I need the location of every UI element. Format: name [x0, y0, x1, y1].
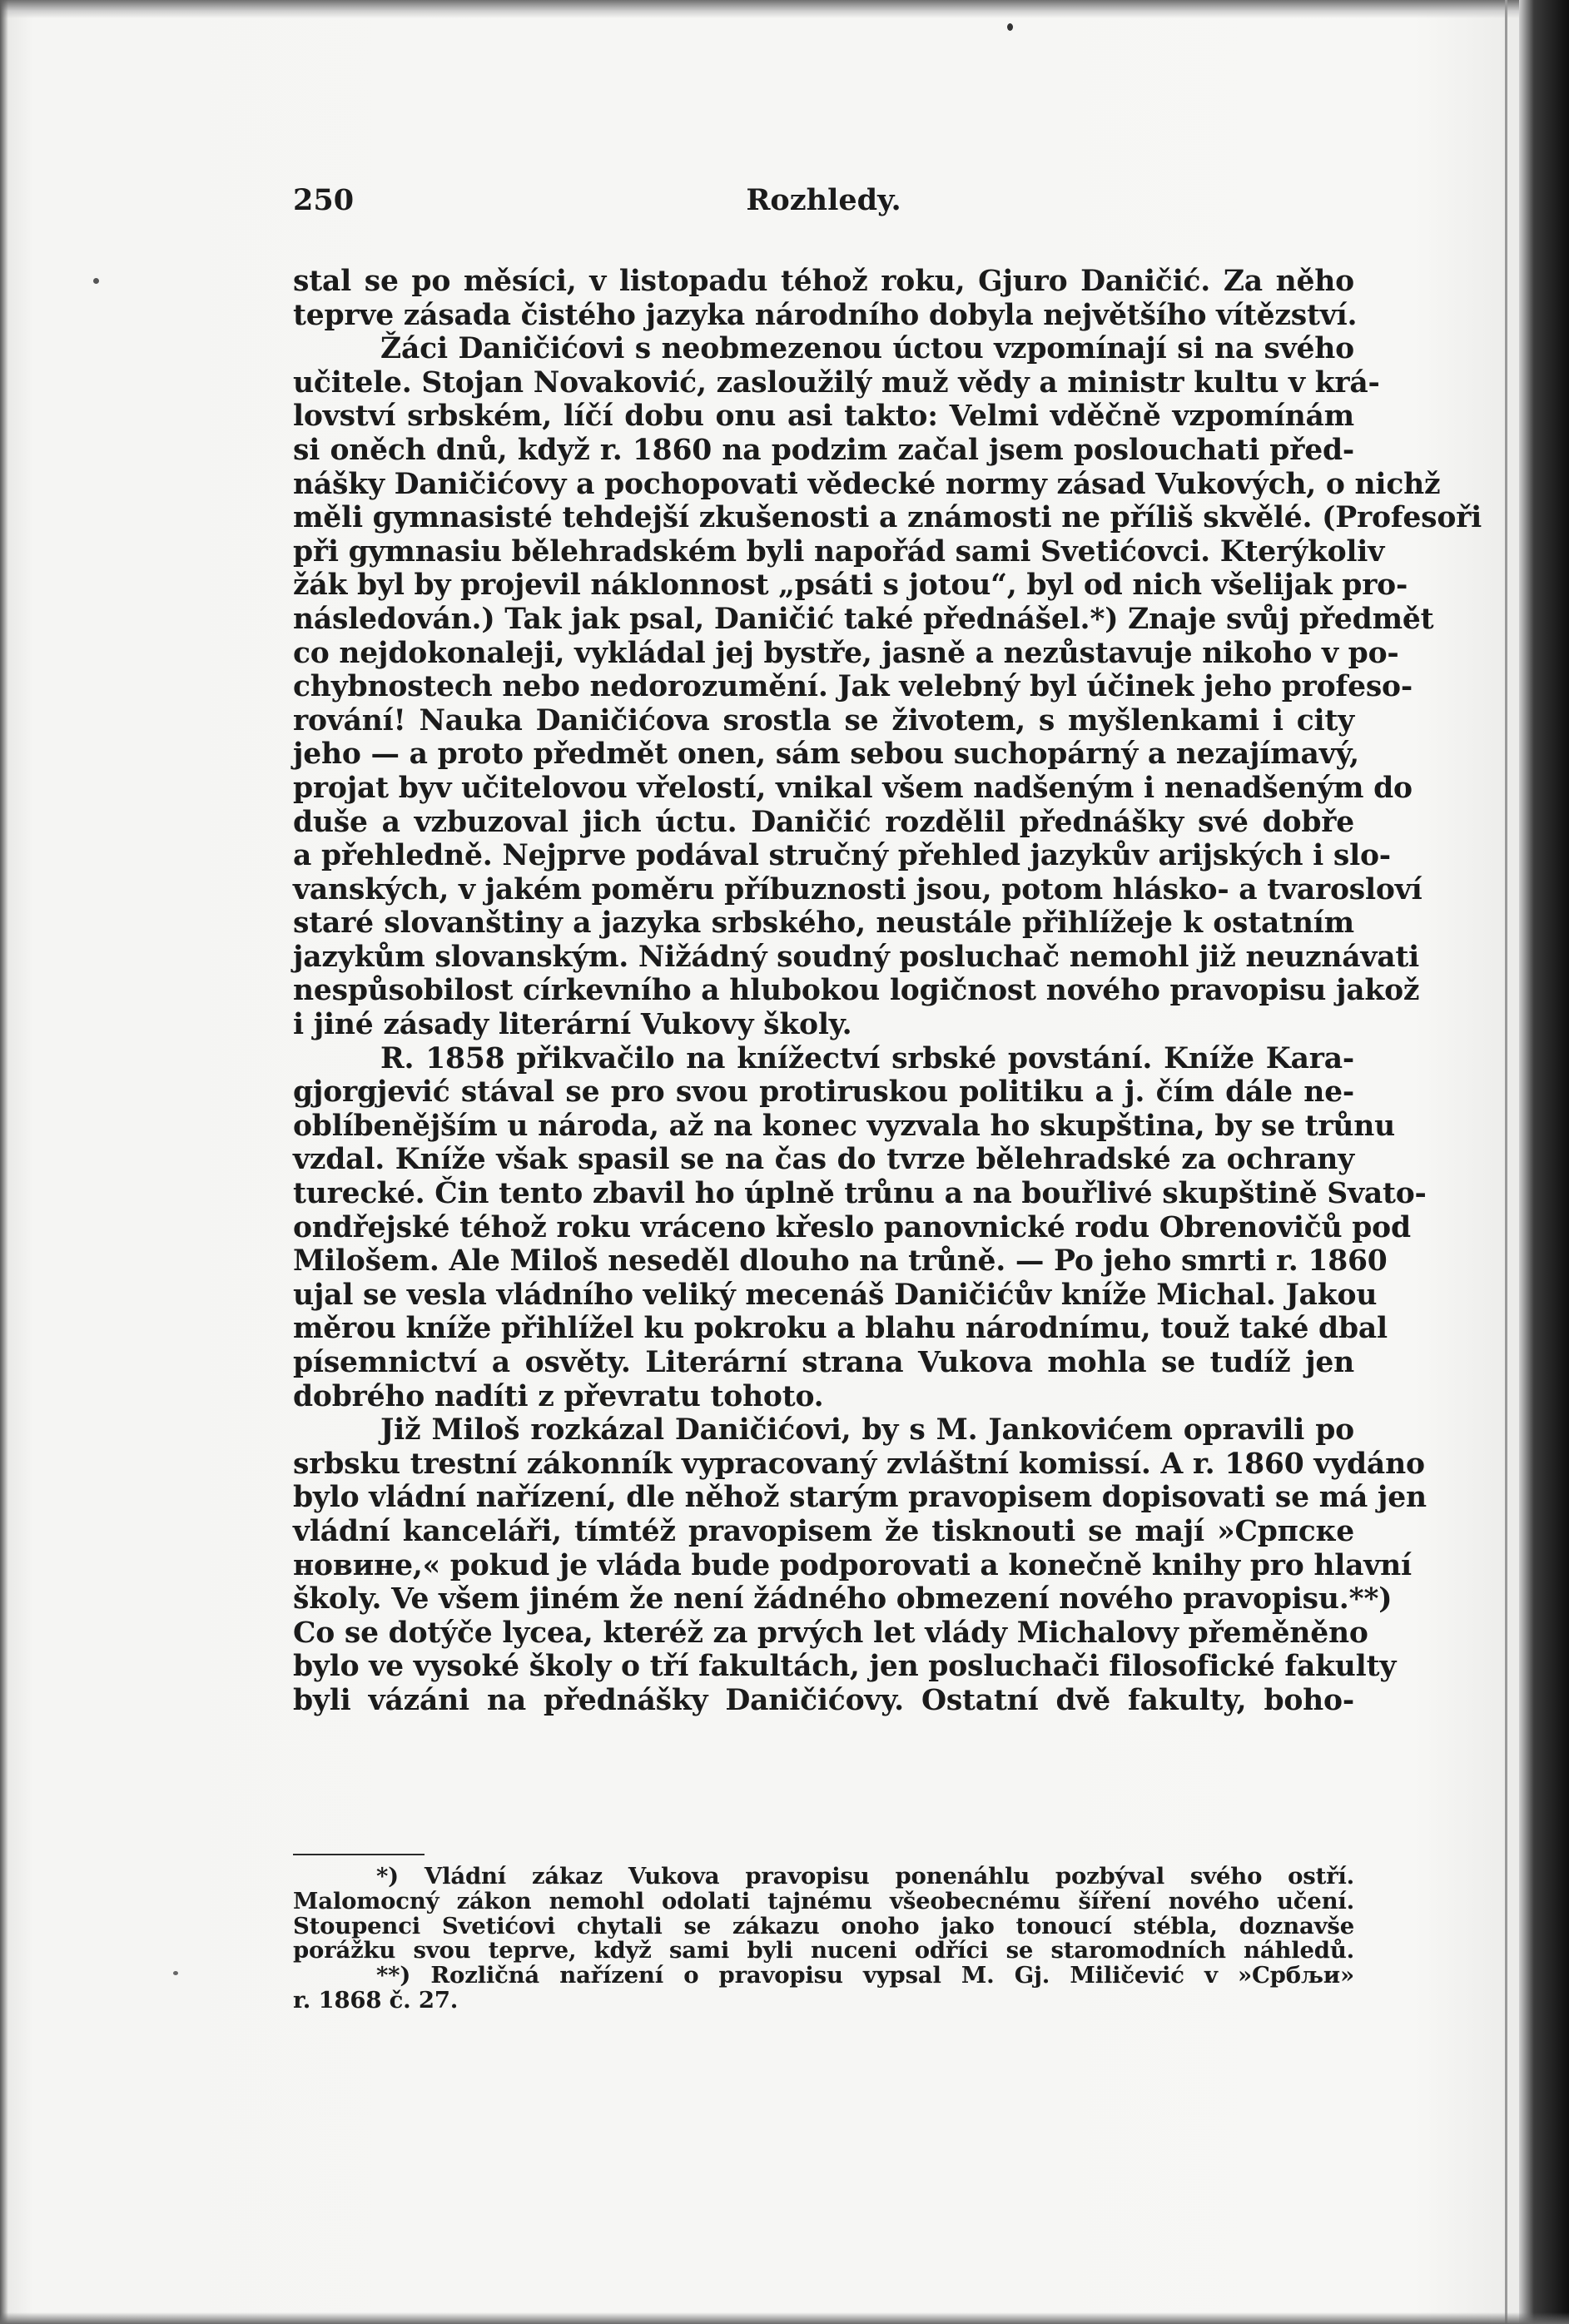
footnote-separator: [293, 1854, 425, 1855]
text-line: vzdal. Kníže však spasil se na čas do tvrze bělehradské za ochrany: [293, 1143, 1354, 1177]
text-line: новине,« pokud je vláda bude podporovati a konečně knihy pro hlavní: [293, 1548, 1412, 1582]
scan-speck: [93, 278, 99, 284]
text-line: Milošem. Ale Miloš neseděl dlouho na trůně. — Po jeho smrti r. 1860: [293, 1244, 1388, 1279]
text-line: projat byv učitelovou vřelostí, vnikal všem nadšeným i nenadšeným do: [293, 771, 1413, 805]
scan-edge-left: [0, 0, 8, 2324]
text-line: měli gymnasisté tehdejší zkušenosti a známosti ne příliš skvělé. (Profesoři: [293, 501, 1482, 535]
text-line: jeho — a proto předmět onen, sám sebou suchopárný a nezajímavý,: [293, 737, 1359, 772]
text-line: ondřejské téhož roku vráceno křeslo panovnické rodu Obrenovičů pod: [293, 1210, 1411, 1244]
text-line: jazykům slovanským. Nižádný soudný posluchač nemohl již neuznávati: [293, 940, 1420, 974]
text-line: rování! Nauka Daničićova srostla se životem, s myšlenkami i city: [293, 703, 1354, 737]
text-line: si oněch dnů, když r. 1860 na podzim začal jsem poslouchati před-: [293, 433, 1354, 467]
text-line: co nejdokonaleji, vykládal jej bystře, jasně a nezůstavuje nikoho v po-: [293, 636, 1399, 670]
text-line: Co se dotýče lycea, kteréž za prvých let vlády Michalovy přeměněno: [293, 1616, 1368, 1650]
footnote-line: *) Vládní zákaz Vukova pravopisu ponenáhlu pozbýval svého ostří.: [376, 1863, 1354, 1889]
text-line: dobrého nadíti z převratu tohoto.: [293, 1379, 824, 1413]
text-line: následován.) Tak jak psal, Daničić také přednášel.*) Znaje svůj předmět: [293, 602, 1434, 636]
text-line: učitele. Stojan Novaković, zasloužilý muž vědy a ministr kultu v krá-: [293, 365, 1380, 400]
text-line: teprve zásada čistého jazyka národního dobyla největšího vítězství.: [293, 298, 1358, 332]
text-line: měrou kníže přihlížel ku pokroku a blahu národnímu, touž také dbal: [293, 1312, 1388, 1346]
text-line: písemnictví a osvěty. Literární strana Vukova mohla se tudíž jen: [293, 1346, 1354, 1379]
text-line: školy. Ve všem jiném že není žádného obmezení nového pravopisu.**): [293, 1582, 1393, 1616]
text-line: vanských, v jakém poměru příbuznosti jsou, potom hlásko- a tvarosloví: [293, 872, 1423, 906]
scan-speck: [1007, 23, 1013, 31]
footnote-line: porážku svou teprve, když sami byli nuceni odříci se staromodních náhledů.: [293, 1937, 1354, 1964]
text-line: turecké. Čin tento zbavil ho úplně trůnu a na bouřlivé skupštině Svato-: [293, 1177, 1427, 1211]
page-header: [293, 183, 1354, 225]
text-line: lovství srbském, líčí dobu onu asi takto: Velmi vděčně vzpomínám: [293, 400, 1354, 434]
text-line: bylo ve vysoké školy o tří fakultách, jen posluchači filosofické fakulty: [293, 1650, 1397, 1684]
text-line: bylo vládní nařízení, dle něhož starým pravopisem dopisovati se má jen: [293, 1481, 1427, 1515]
footnote-line: **) Rozličná nařízení o pravopisu vypsal M. Gj. Miličević v »Србљи»: [376, 1962, 1354, 1989]
text-line: ujal se vesla vládního veliký mecenáš Daničićův kníže Michal. Jakou: [293, 1278, 1378, 1312]
text-line: nespůsobilost církevního a hlubokou logičnost nového pravopisu jakož: [293, 974, 1420, 1008]
text-line: vládní kanceláři, tímtéž pravopisem že tisknouti se mají »Српске: [293, 1514, 1354, 1548]
text-line: byli vázáni na přednášky Daničićovy. Ostatní dvě fakulty, boho-: [293, 1683, 1354, 1717]
text-line: oblíbenějším u národa, až na konec vyzvala ho skupština, by se trůnu: [293, 1109, 1396, 1143]
text-line: i jiné zásady literární Vukovy školy.: [293, 1008, 852, 1042]
body-text: [293, 265, 1482, 1718]
text-line: žák byl by projevil náklonnost „psáti s jotou“, byl od nich všelijak pro-: [293, 569, 1408, 603]
text-line: stal se po měsíci, v listopadu téhož roku, Gjuro Daničić. Za něho: [293, 265, 1354, 298]
page-number: 250: [293, 183, 355, 217]
text-line: Žáci Daničićovi s neobmezenou úctou vzpomínají si na svého: [380, 332, 1354, 366]
footnote-line: Malomocný zákon nemohl odolati tajnému všeobecnému šíření nového učení.: [293, 1887, 1354, 1914]
text-line: gjorgjević stával se pro svou protiruskou politiku a j. čím dále ne-: [293, 1075, 1354, 1110]
text-line: nášky Daničićovy a pochopovati vědecké normy zásad Vukových, o nichž: [293, 467, 1441, 501]
scan-edge-bottom: [0, 2312, 1569, 2324]
scan-edge-top: [0, 0, 1569, 18]
text-line: R. 1858 přikvačilo na knížectví srbské povstání. Kníže Kara-: [380, 1041, 1354, 1075]
text-line: srbsku trestní zákonník vypracovaný zvláštní komissí. A r. 1860 vydáno: [293, 1447, 1425, 1481]
footnotes: [293, 1865, 1354, 2014]
page-fold-line: [1505, 0, 1507, 2324]
running-title: Rozhledy.: [746, 183, 901, 217]
footnote-line: Stoupenci Svetićovi chytali se zákazu onoho jako tonoucí stébla, doznavše: [293, 1912, 1354, 1939]
text-line: duše a vzbuzoval jich úctu. Daničić rozdělil přednášky své dobře: [293, 805, 1354, 839]
scan-speck: [173, 1971, 178, 1975]
footnote-line: r. 1868 č. 27.: [293, 1986, 459, 2014]
text-line: Již Miloš rozkázal Daničićovi, by s M. Jankovićem opravili po: [380, 1413, 1354, 1448]
text-line: a přehledně. Nejprve podával stručný přehled jazykův arijských i slo-: [293, 839, 1391, 873]
text-line: při gymnasiu bělehradském byli napořád sami Svetićovci. Kterýkoliv: [293, 534, 1385, 569]
scan-edge-right: [1519, 0, 1569, 2324]
text-line: staré slovanštiny a jazyka srbského, neustále přihlížeje k ostatním: [293, 906, 1354, 941]
text-line: chybnostech nebo nedorozumění. Jak velebný byl účinek jeho profeso-: [293, 670, 1413, 704]
